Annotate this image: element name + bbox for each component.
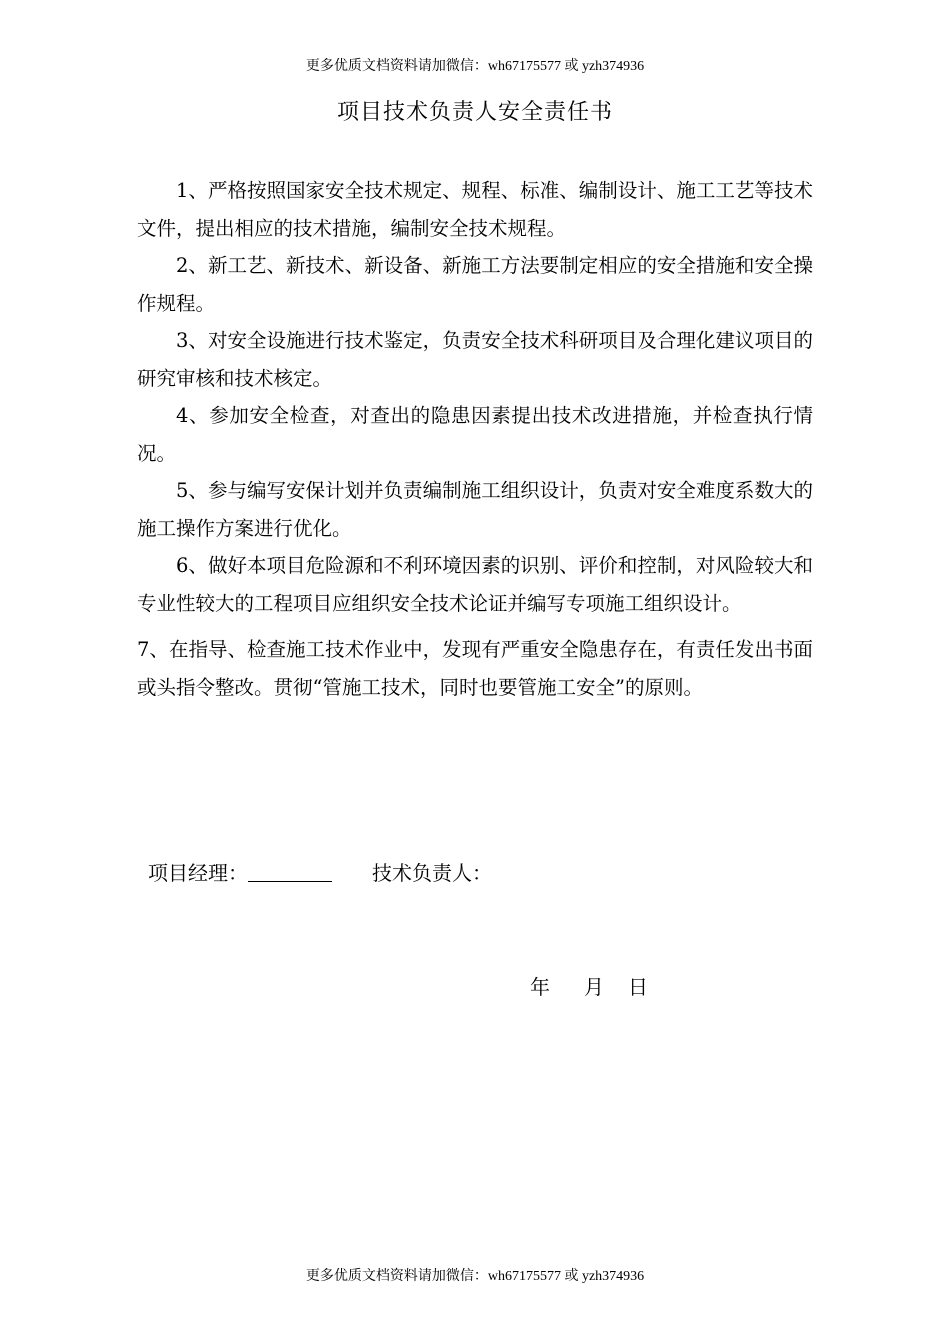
- header-note: 更多优质文档资料请加微信：wh67175577 或 yzh374936: [305, 59, 645, 74]
- clause-5: 5、参与编写安保计划并负责编制施工组织设计，负责对安全难度系数大的施工操作方案进行优化。: [137, 479, 813, 540]
- document-title: 项目技术负责人安全责任书: [336, 100, 613, 125]
- clause-1: 1、严格按照国家安全技术规定、规程、标准、编制设计、施工工艺等技术文件，提出相应的技术措施，编制安全技术规程。: [137, 179, 813, 240]
- date-month: 月: [584, 975, 604, 999]
- signature-line: [148, 856, 492, 890]
- date-line: [530, 970, 648, 1004]
- date-year: 年: [530, 975, 550, 999]
- clause-3: 3、对安全设施进行技术鉴定，负责安全技术科研项目及合理化建议项目的研究审核和技术核定。: [137, 329, 813, 390]
- date-day: 日: [628, 975, 648, 999]
- clause-7: 7、在指导、检查施工技术作业中，发现有严重安全隐患存在，有责任发出书面或头指令整改。贯彻“管施工技术，同时也要管施工安全”的原则。: [137, 638, 813, 699]
- project-manager-label: 项目经理：: [148, 861, 248, 885]
- clause-4: 4、参加安全检查，对查出的隐患因素提出技术改进措施，并检查执行情况。: [137, 404, 813, 465]
- project-manager-signature-blank: [248, 861, 332, 882]
- clause-6: 6、做好本项目危险源和不利环境因素的识别、评价和控制，对风险较大和专业性较大的工程项目应组织安全技术论证并编写专项施工组织设计。: [137, 554, 813, 615]
- tech-lead-label: 技术负责人：: [372, 861, 492, 885]
- clause-2: 2、新工艺、新技术、新设备、新施工方法要制定相应的安全措施和安全操作规程。: [137, 254, 813, 315]
- document-body: [137, 172, 813, 706]
- footer-note: 更多优质文档资料请加微信：wh67175577 或 yzh374936: [305, 1269, 645, 1284]
